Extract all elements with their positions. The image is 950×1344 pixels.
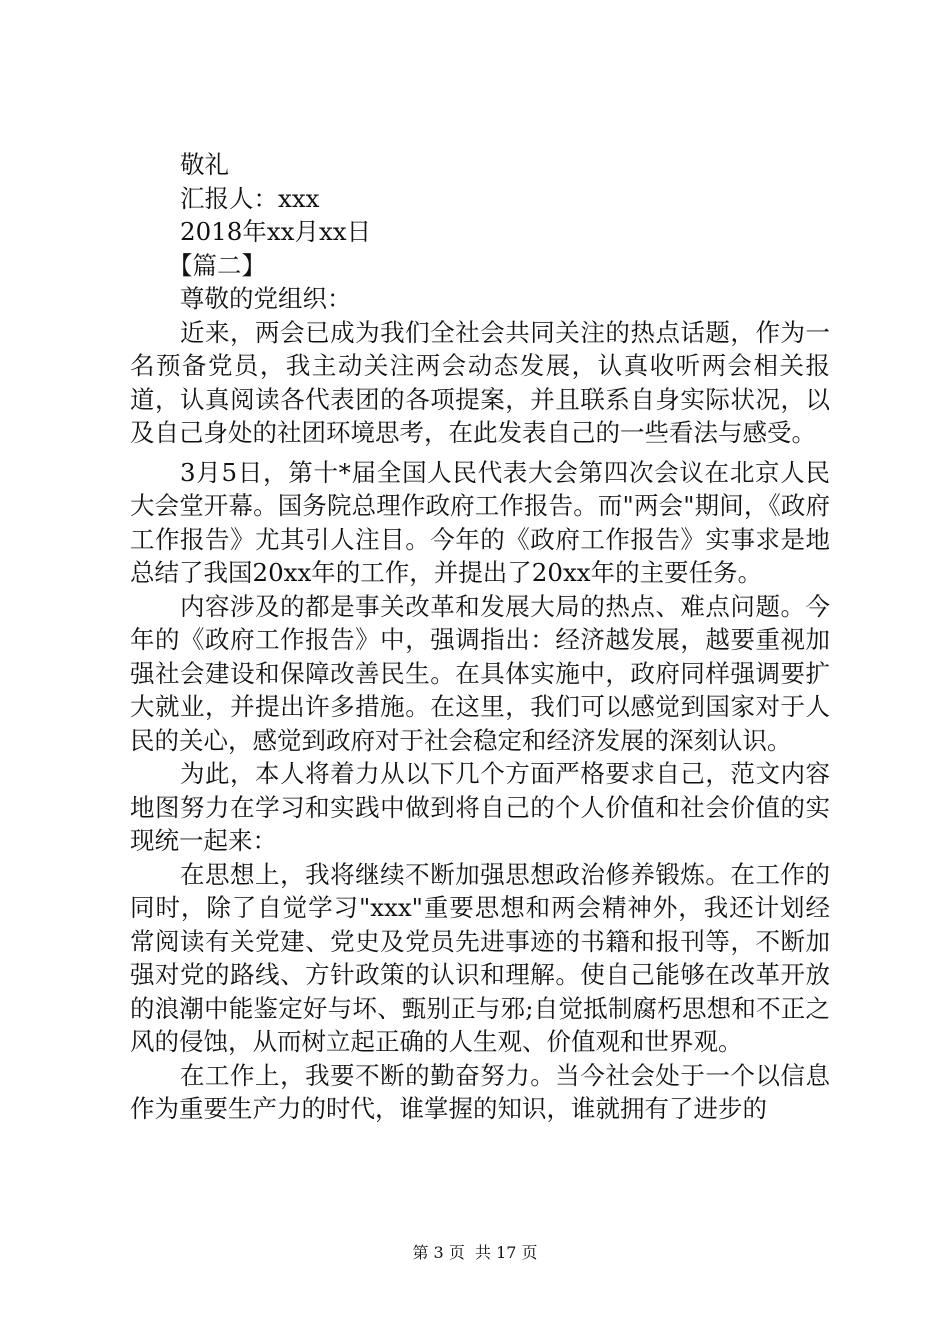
paragraph-2: 3月5日，第十*届全国人民代表大会第四次会议在北京人民大会堂开幕。国务院总理作政府工作报告。而"两会"期间，《政府工作报告》尤其引人注目。今年的《政府工作报告》实事求是地总结了我国20xx年的工作，并提出了20xx年的主要任务。 — [130, 457, 830, 587]
document-body — [130, 148, 830, 1126]
addressee-line: 尊敬的党组织： — [180, 284, 352, 313]
page-footer: 第 3 页 共 17 页 — [412, 1243, 538, 1262]
paragraph-4: 为此，本人将着力从以下几个方面严格要求自己，范文内容地图努力在学习和实践中做到将自己的个人价值和社会价值的实现统一起来： — [130, 759, 830, 855]
paragraph-6: 在工作上，我要不断的勤奋努力。当今社会处于一个以信息作为重要生产力的时代，谁掌握的知识，谁就拥有了进步的 — [130, 1060, 830, 1123]
reporter-line: 汇报人：xxx — [180, 183, 320, 213]
closing-salutation: 敬礼 — [180, 150, 229, 179]
section-title: 【篇二】 — [168, 250, 266, 280]
paragraph-5: 在思想上，我将继续不断加强思想政治修养锻炼。在工作的同时，除了自觉学习"xxx"重要思想和两会精神外，我还计划经常阅读有关党建、党史及党员先进事迹的书籍和报刊等，不断加强对党的路线、方针政策的认识和理解。使自己能够在改革开放的浪潮中能鉴定好与坏、甄别正与邪;自觉抵制腐朽思想和不正之风的侵蚀，从而树立起正确的人生观、价值观和世界观。 — [130, 859, 830, 1056]
date-line: 2018年xx月xx日 — [180, 217, 372, 246]
paragraph-1: 近来，两会已成为我们全社会共同关注的热点话题，作为一名预备党员，我主动关注两会动态发展，认真收听两会相关报道，认真阅读各代表团的各项提案，并且联系自身实际状况，以及自己身处的社团环境思考，在此发表自己的一些看法与感受。 — [130, 317, 830, 447]
paragraph-3: 内容涉及的都是事关改革和发展大局的热点、难点问题。今年的《政府工作报告》中，强调指出：经济越发展，越要重视加强社会建设和保障改善民生。在具体实施中，政府同样强调要扩大就业，并提出许多措施。在这里，我们可以感觉到国家对于人民的关心，感觉到政府对于社会稳定和经济发展的深刻认识。 — [130, 591, 830, 755]
